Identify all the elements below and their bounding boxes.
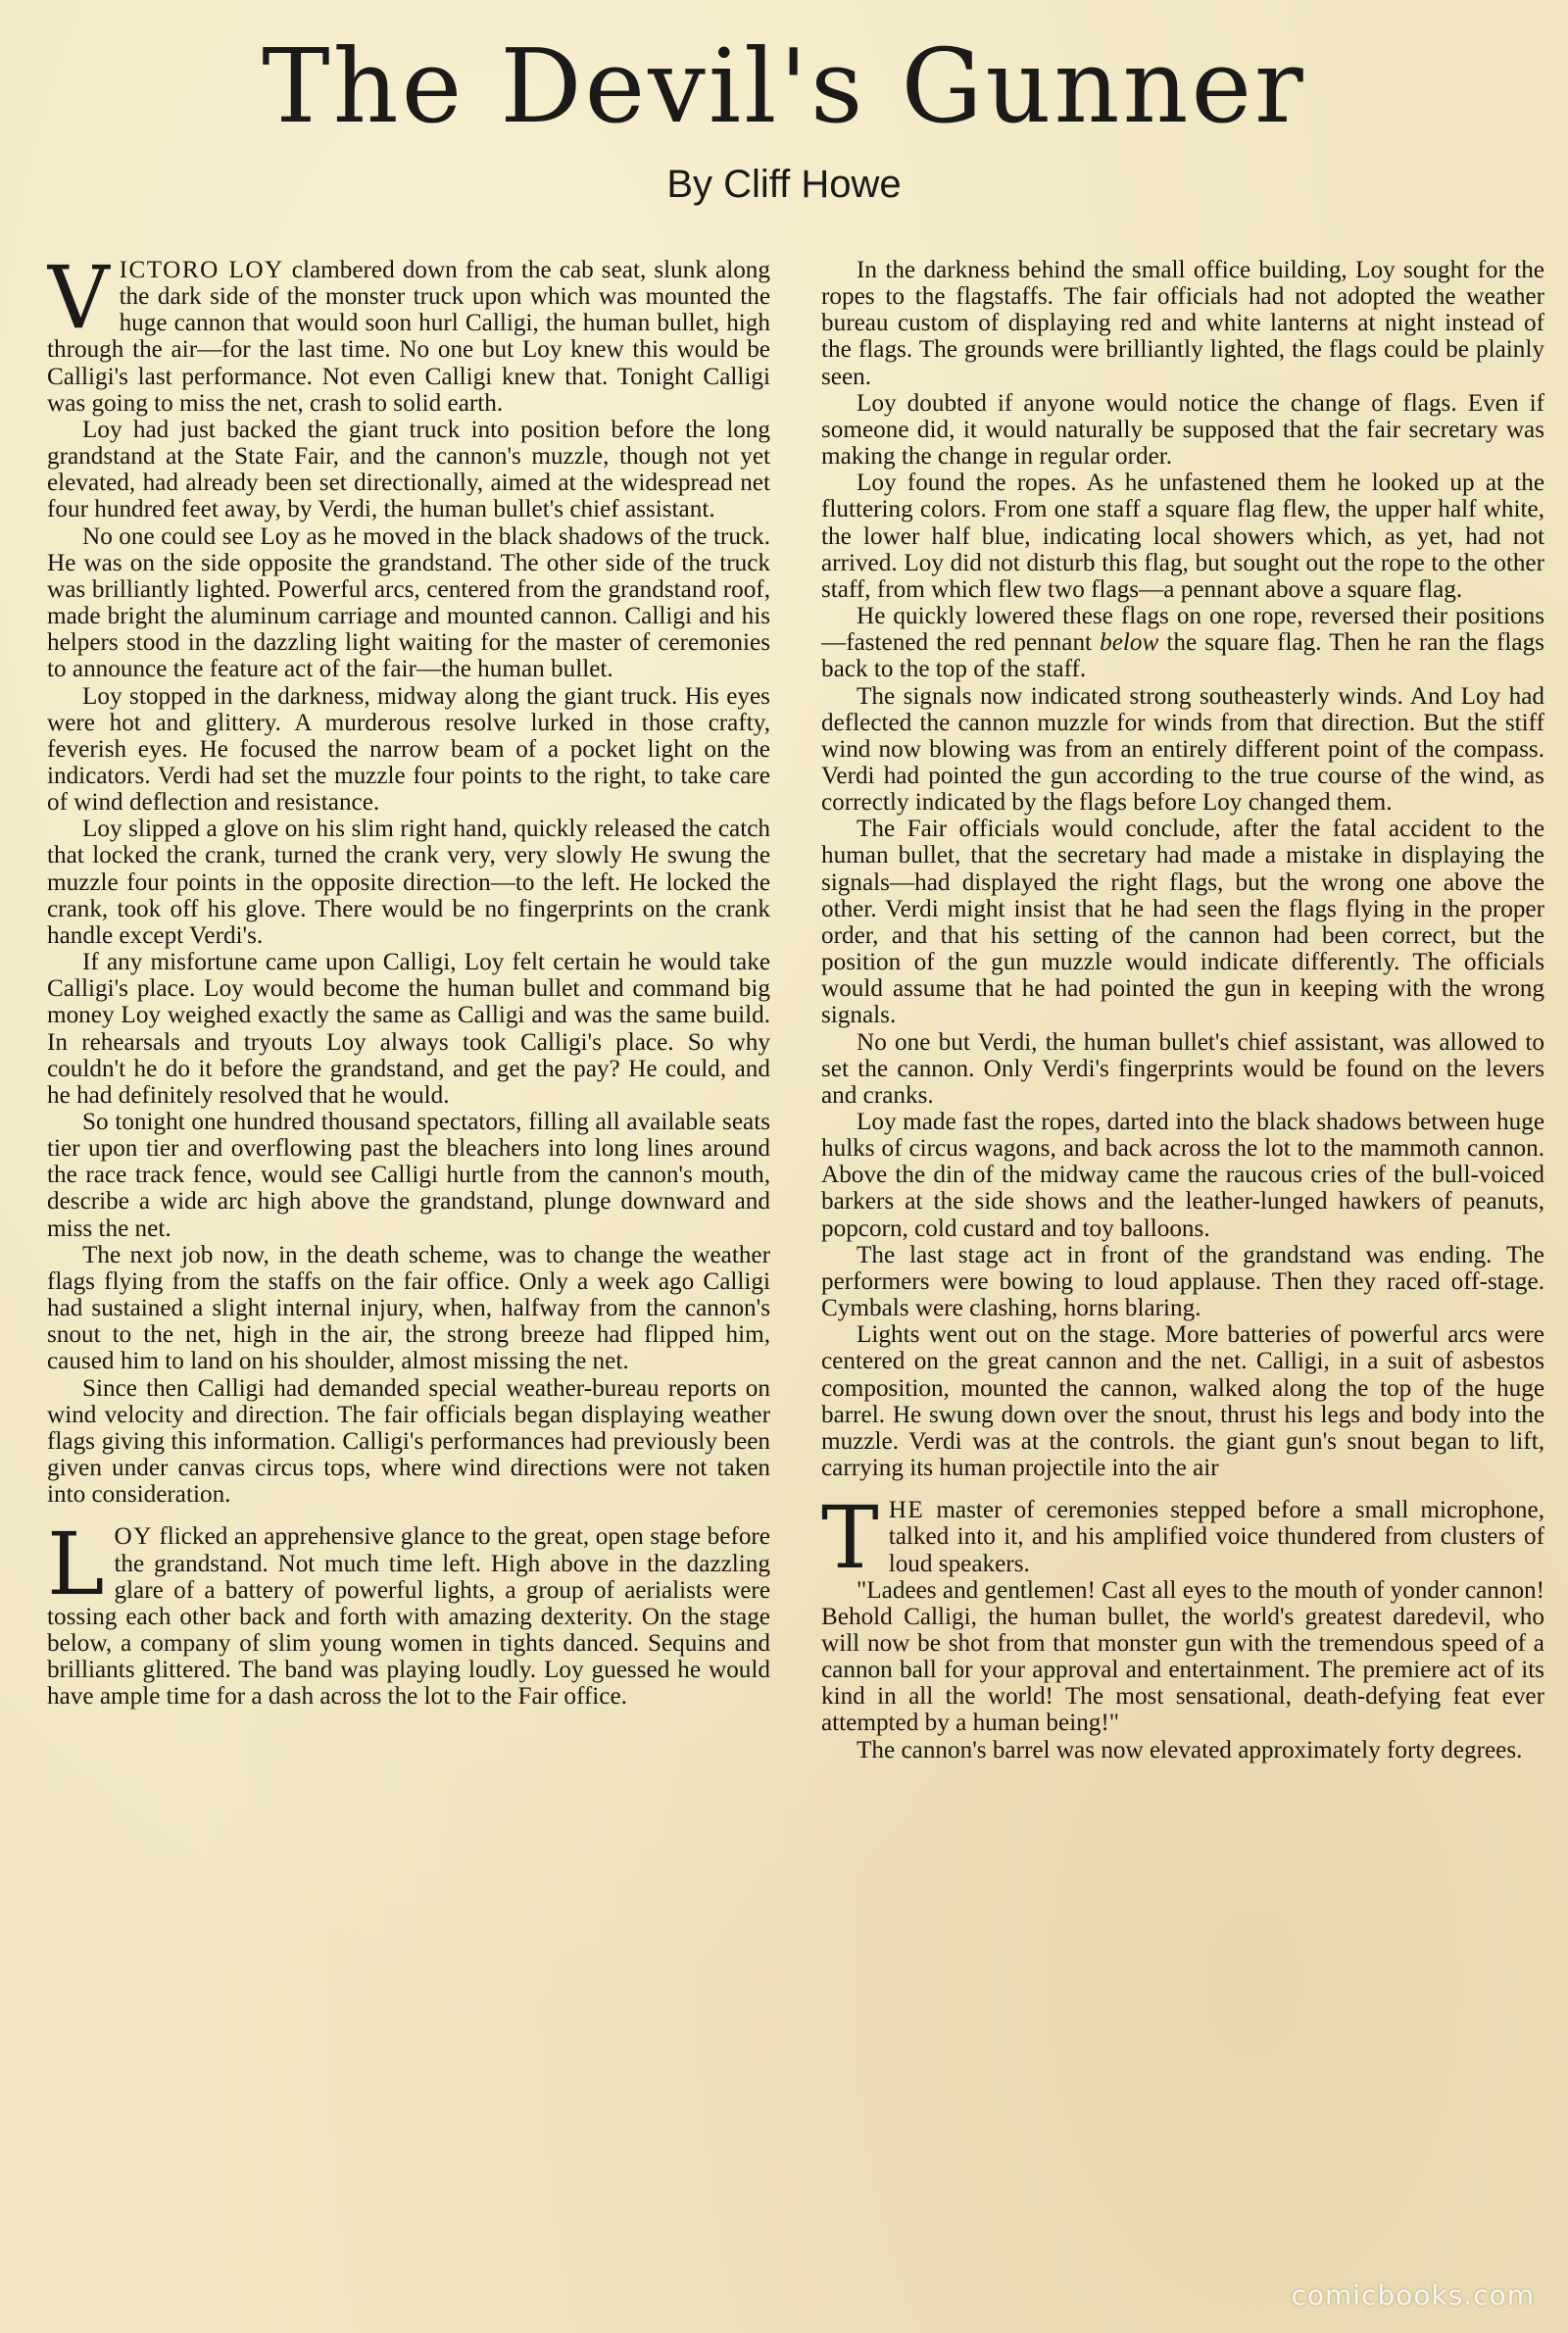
paragraph-text: flicked an apprehensive glance to the great, open stage before the grandstand. Not much time left. High above in the dazzling glare of a battery of powerful lights, a group of aerialists were tossing each other back and forth with amazing dexterity. On the stage below, a company of slim young women in tights danced. Sequins and brilliants glittered. The band was playing loudly. Loy guessed he would have ample time for a dash across the lot to the Fair office. (47, 1523, 770, 1711)
left-column (47, 257, 770, 2286)
paragraph: The cannon's barrel was now elevated approximately forty degrees. (857, 1736, 1523, 1763)
paragraph: Loy had just backed the giant truck into position before the long grandstand at the State Fair, and the cannon's muzzle, though not yet elevated, had already been set directionally, aimed at the widespread net four hundred feet away, by Verdi, the human bullet's chief assistant. (47, 416, 770, 523)
drop-cap: L (47, 1514, 105, 1615)
paragraph (47, 1514, 770, 1711)
paragraph-text: the square flag. Then he ran the flags back to the top of the staff. (821, 629, 1544, 683)
site-watermark: comicbooks.com (1291, 2279, 1535, 2311)
paragraph: Loy stopped in the darkness, midway along the giant truck. His eyes were hot and glittery. A murderous resolve lurked in those crafty, feverish eyes. He focused the narrow beam of a pocket light on the indicators. Verdi had set the muzzle four points to the right, to take care of wind deflection and resistance. (47, 682, 770, 817)
paragraph (821, 603, 1544, 682)
story-title: The Devil's Gunner (262, 26, 1306, 146)
lead-in-smallcaps: HE (888, 1497, 925, 1524)
paragraph: Loy slipped a glove on his slim right hand, quickly released the catch that locked the crank, turned the crank very, very slowly He swung the muzzle four points in the opposite direction—to the left. He locked the crank, took off his glove. There would be no fingerprints on the crank handle except Verdi's. (47, 816, 770, 949)
paragraph: Lights went out on the stage. More batteries of powerful arcs were centered on the great cannon and the net. Calligi, in a suit of asbestos composition, mounted the cannon, walked along the top of the huge barrel. He swung down over the snout, thrust his legs and body into the muzzle. Verdi was at the controls. the giant gun's snout began to lift, carrying its human projectile into the air (821, 1321, 1544, 1482)
right-column (821, 257, 1544, 2286)
paragraph-text: He quickly lowered these flags on one rope, reversed their positions—fastened the red pennant (821, 603, 1544, 657)
drop-cap: V (47, 257, 110, 348)
lead-in-smallcaps: ICTORO LOY (119, 257, 284, 283)
paragraph: "Ladees and gentlemen! Cast all eyes to the mouth of yonder cannon! Behold Calligi, the human bullet, the world's greatest daredevil, who will now be shot from that monster gun with the tremendous speed of a cannon ball for your approval and entertainment. The premiere act of its kind in all the world! The most sensational, death-defying feat ever attempted by a human being!" (821, 1576, 1544, 1737)
paragraph: In the darkness behind the small office building, Loy sought for the ropes to the flagstaffs. The fair officials had not adopted the weather bureau custom of displaying red and white lanterns at night instead of the flags. The grounds were brilliantly lighted, the flags could be plainly seen. (821, 257, 1544, 390)
paragraph (821, 1487, 1544, 1589)
paragraph: Since then Calligi had demanded special weather-bureau reports on wind velocity and direction. The fair officials began displaying weather flags giving this information. Calligi's performances had previously been given under canvas circus tops, where wind directions were not taken into consideration. (47, 1374, 770, 1509)
paragraph: The signals now indicated strong southeasterly winds. And Loy had deflected the cannon muzzle for winds from that direction. But the stiff wind now blowing was from an entirely different point of the compass. Verdi had pointed the gun according to the true course of the wind, as correctly indicated by the flags before Loy changed them. (821, 682, 1544, 817)
drop-cap: T (821, 1487, 879, 1589)
paragraph-text: master of ceremonies stepped before a small microphone, talked into it, and his amplified voice thundered from clusters of loud speakers. (888, 1497, 1544, 1577)
paragraph: Loy found the ropes. As he unfastened them he looked up at the fluttering colors. From one staff a square flag flew, the upper half white, the lower half blue, indicating local showers which, as yet, had not arrived. Loy did not disturb this flag, but sought out the rope to the other staff, from which flew two flags—a pennant above a square flag. (821, 470, 1544, 603)
paragraph: The last stage act in front of the grandstand was ending. The performers were bowing to loud applause. Then they raced off-stage. Cymbals were clashing, horns blaring. (821, 1241, 1544, 1322)
story-byline: By Cliff Howe (666, 163, 902, 206)
paragraph (47, 257, 770, 417)
paragraph-text: clambered down from the cab seat, slunk along the dark side of the monster truck upon which was mounted the huge cannon that would soon hurl Calligi, the human bullet, high through the air—for the last time. No one but Loy knew this would be Calligi's last performance. Not even Calligi knew that. Tonight Calligi was going to miss the net, crash to solid earth. (47, 257, 770, 417)
paragraph: Loy doubted if anyone would notice the change of flags. Even if someone did, it would naturally be supposed that the fair secretary was making the change in regular order. (821, 389, 1544, 471)
lead-in-smallcaps: OY (114, 1523, 153, 1551)
paragraph: If any misfortune came upon Calligi, Loy felt certain he would take Calligi's place. Loy would become the human bullet and command big money Loy weighed exactly the same as Calligi and was the same build. In rehearsals and tryouts Loy always took Calligi's place. So why couldn't he do it before the grandstand, and get the pay? He could, and he had definitely resolved that he would. (47, 949, 770, 1109)
paragraph: So tonight one hundred thousand spectators, filling all available seats tier upon tier and overflowing past the bleachers into long lines around the race track fence, would see Calligi hurtle from the cannon's mouth, describe a wide arc high above the grandstand, plunge downward and miss the net. (47, 1109, 770, 1242)
paragraph: Loy made fast the ropes, darted into the black shadows between huge hulks of circus wagons, and back across the lot to the mammoth cannon. Above the din of the midway came the raucous cries of the bull-voiced barkers at the side shows and the leather-lunged hawkers of peanuts, popcorn, cold custard and toy balloons. (821, 1109, 1544, 1242)
paragraph: The Fair officials would conclude, after the fatal accident to the human bullet, that the secretary had made a mistake in displaying the signals—had displayed the right flags, but the wrong one above the other. Verdi might insist that he had seen the flags flying in the proper order, and that his setting of the cannon had been correct, but the position of the gun muzzle would indicate differently. The officials would assume that he had pointed the gun in keeping with the wrong signals. (821, 816, 1544, 1029)
paragraph: The next job now, in the death scheme, was to change the weather flags flying from the staffs on the fair office. Only a week ago Calligi had sustained a slight internal injury, when, halfway from the cannon's snout to the net, high in the air, the strong breeze had flipped him, caused him to land on his shoulder, almost missing the net. (47, 1241, 770, 1375)
paragraph: No one could see Loy as he moved in the black shadows of the truck. He was on the side opposite the grandstand. The other side of the truck was brilliantly lighted. Powerful arcs, centered from the grandstand roof, made bright the aluminum carriage and mounted cannon. Calligi and his helpers stood in the dazzling light waiting for the master of ceremonies to announce the feature act of the fair—the human bullet. (47, 522, 770, 683)
paragraph: No one but Verdi, the human bullet's chief assistant, was allowed to set the cannon. Only Verdi's fingerprints would be found on the levers and cranks. (821, 1028, 1544, 1109)
emphasis-text: below (1100, 629, 1159, 657)
